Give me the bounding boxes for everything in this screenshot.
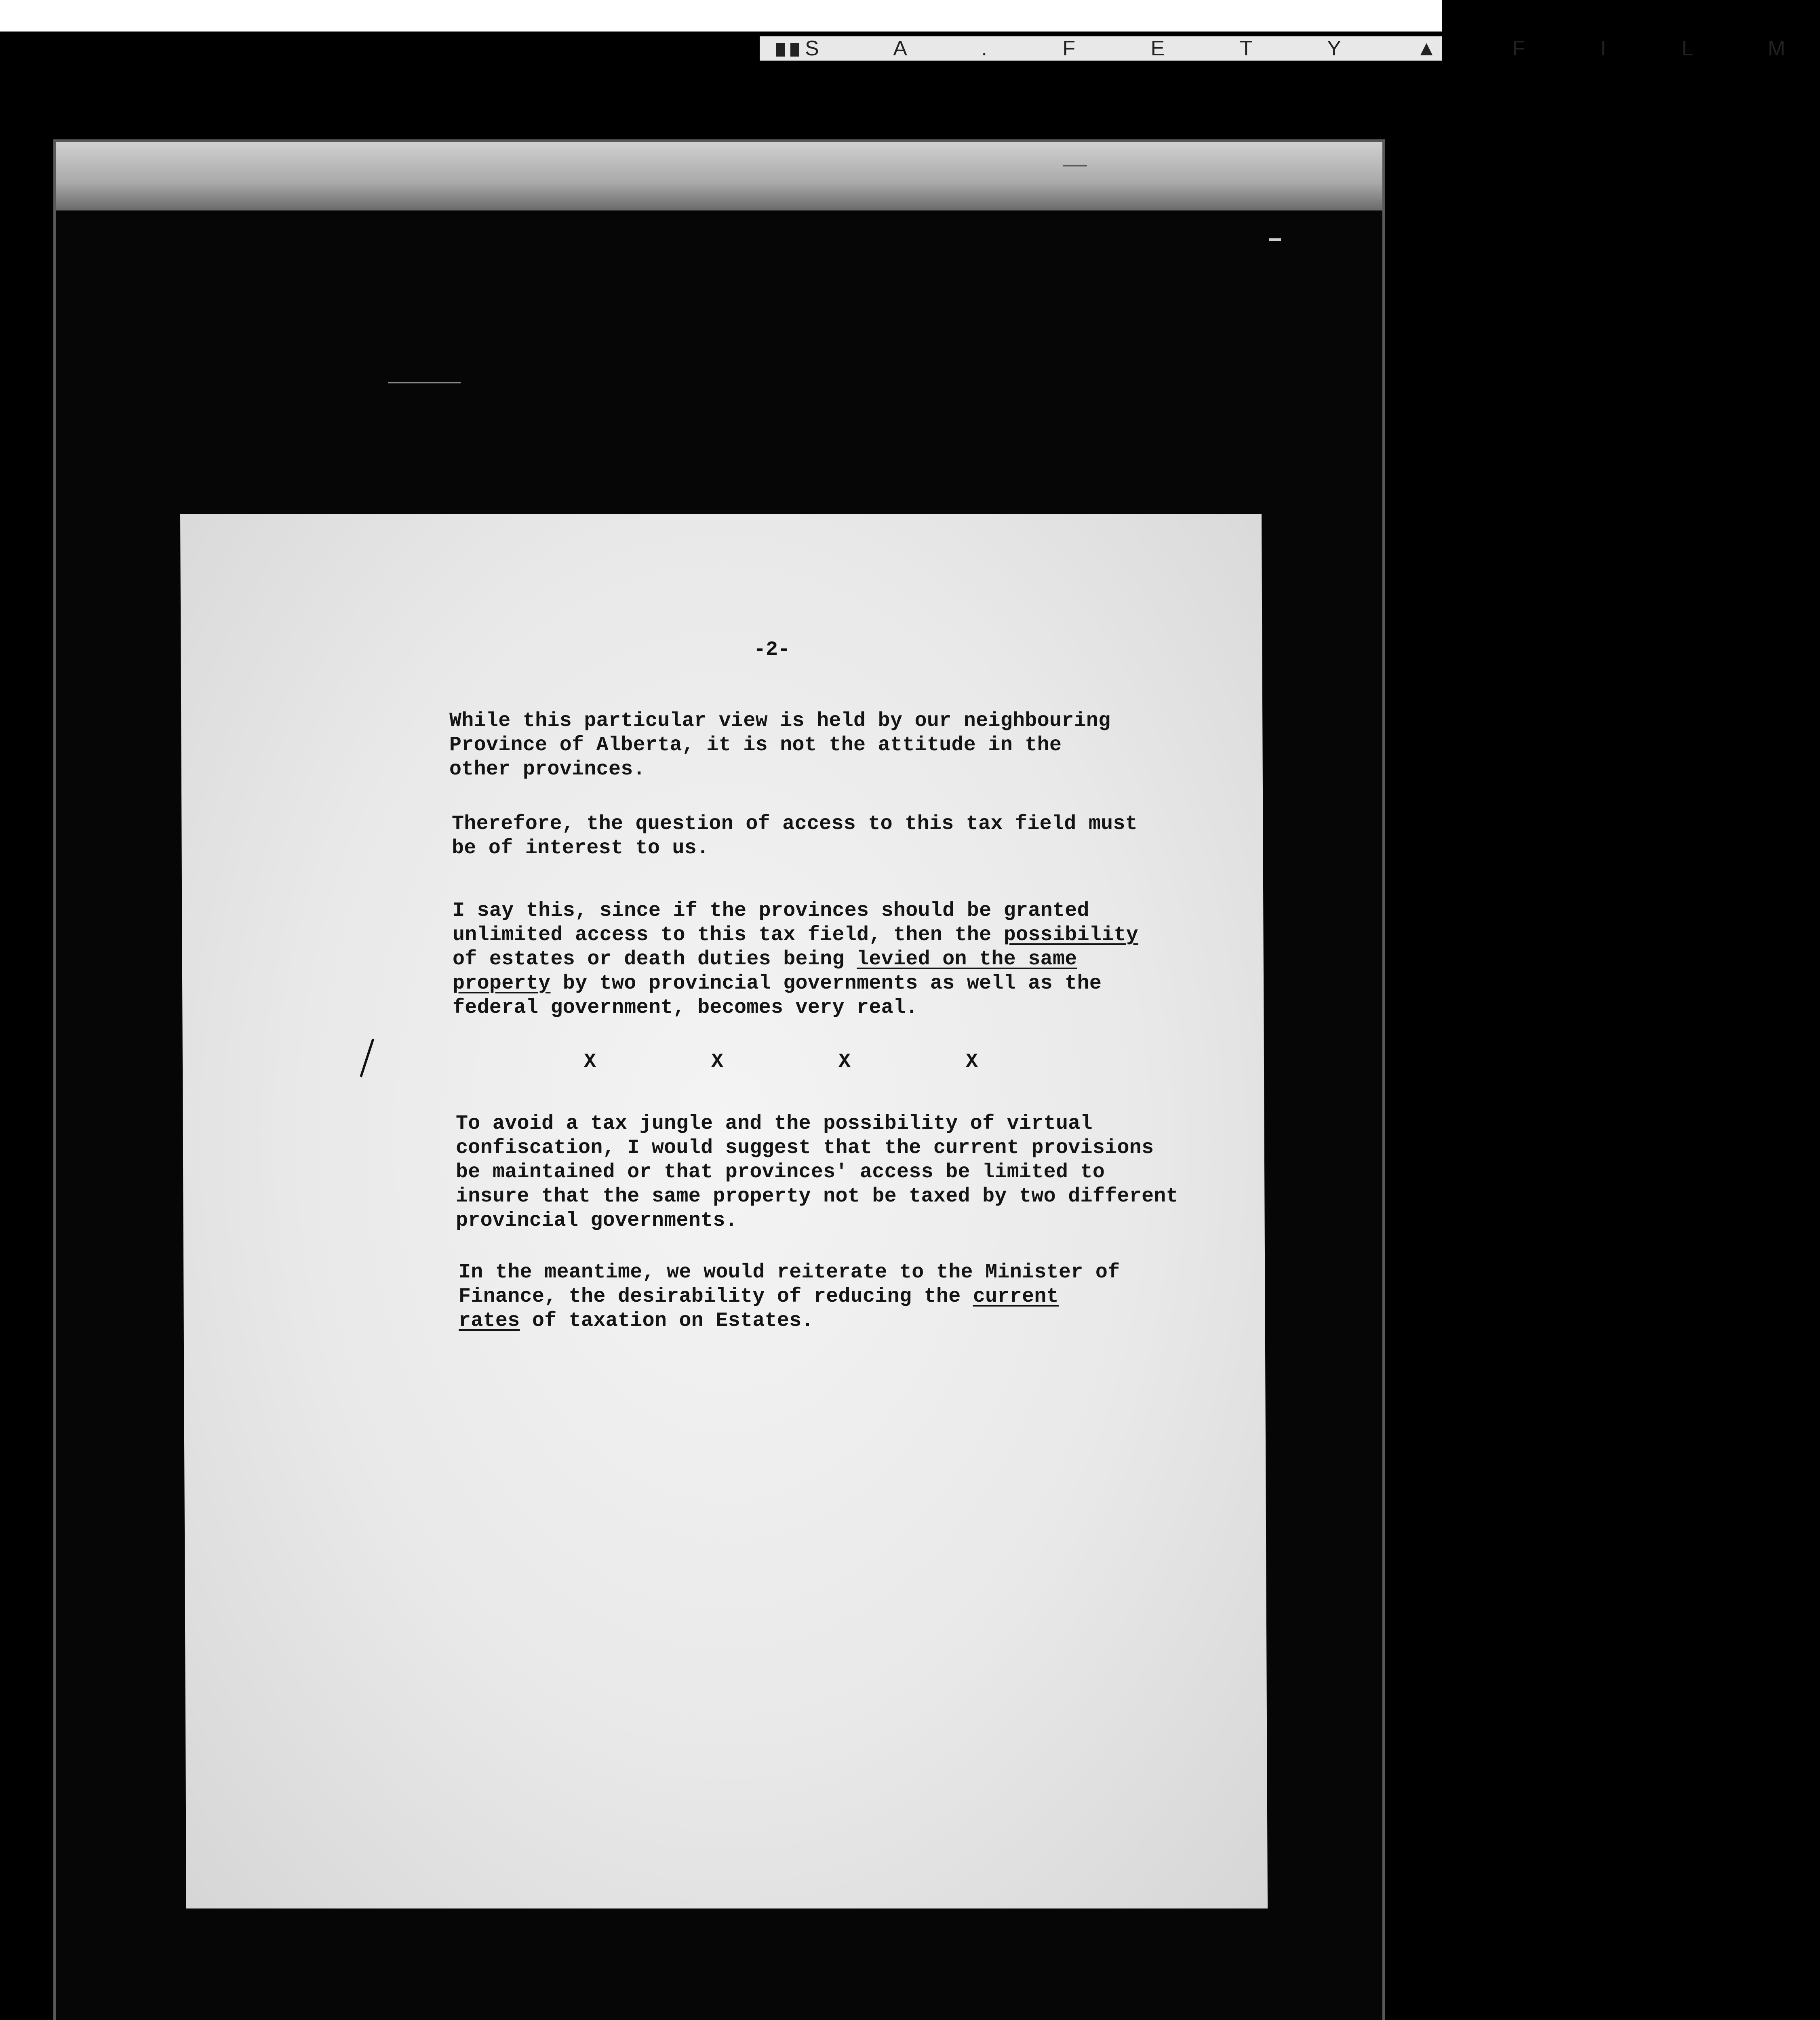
paragraph-access-question: Therefore, the question of access to this tax field must be of interest to us. bbox=[452, 812, 1138, 860]
separator-x: X bbox=[711, 1050, 724, 1073]
film-scratch bbox=[388, 382, 461, 383]
paragraph-text: I say this, since if the provinces should be granted unlimited access to this tax field, then the bbox=[453, 899, 1089, 947]
paragraph-minister-of-finance bbox=[459, 1260, 1120, 1333]
underlined-phrase: property bbox=[453, 972, 551, 995]
page-number: -2- bbox=[754, 638, 790, 661]
paragraph-duties-levied bbox=[453, 899, 1138, 1020]
underlined-phrase: levied on the same bbox=[857, 948, 1077, 971]
film-edge-text: S A . F E T Y ▲ F I L M bbox=[805, 37, 1820, 60]
separator-x: X bbox=[966, 1050, 978, 1073]
paragraph-tax-jungle: To avoid a tax jungle and the possibility of virtual confiscation, I would suggest that the current provisions be maintained or that provinces' access be limited to insure that the same property not be taxed by two different provincial governments. bbox=[456, 1112, 1178, 1232]
underlined-phrase: possibility bbox=[1003, 924, 1139, 947]
paragraph-text: by two provincial governments as well as the federal government, becomes very real. bbox=[453, 972, 1102, 1019]
film-scratch bbox=[1269, 238, 1281, 241]
underlined-phrase: current bbox=[973, 1285, 1059, 1308]
film-top-strip bbox=[0, 0, 1442, 32]
paragraph-text: of estates or death duties being bbox=[453, 948, 845, 971]
paragraph-alberta-view: While this particular view is held by our neighbouring Province of Alberta, it is not the attitude in the other provinces. bbox=[449, 709, 1111, 781]
frame-top-band bbox=[56, 142, 1382, 210]
film-scratch bbox=[1063, 165, 1087, 166]
film-edge-marking bbox=[760, 36, 1820, 61]
paragraph-text: of taxation on Estates. bbox=[520, 1309, 814, 1332]
separator-x: X bbox=[584, 1050, 596, 1073]
film-sprocket-mark bbox=[790, 43, 799, 57]
film-sprocket-mark bbox=[776, 43, 785, 57]
paragraph-text: In the meantime, we would reiterate to the Minister of Finance, the desirability of reducing the bbox=[459, 1261, 1120, 1308]
separator-x: X bbox=[838, 1050, 851, 1073]
underlined-phrase: rates bbox=[459, 1309, 520, 1332]
